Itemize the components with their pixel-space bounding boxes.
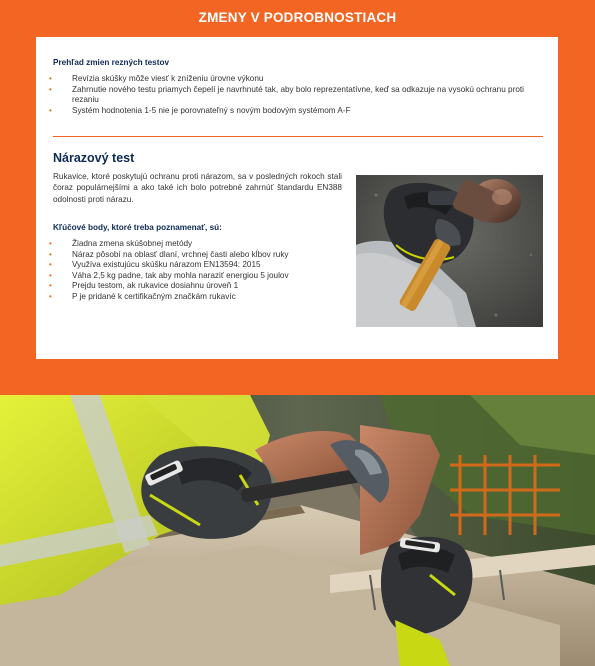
gloved-hand-hammer-photo bbox=[356, 175, 543, 327]
overview-title: Prehľad zmien rezných testov bbox=[53, 58, 169, 67]
list-item: • P je pridané k certifikačným značkám rukavíc bbox=[36, 292, 348, 303]
list-item: • Zahrnutie nového testu priamych čepelí je navrhnuté tak, aby bolo reprezentatívne, keď sa odkazuje na vysokú ochranu proti rezaniu bbox=[36, 85, 548, 106]
list-item: • Revízia skúšky môže viesť k zníženiu úrovne výkonu bbox=[36, 74, 548, 85]
list-item: • Prejdu testom, ak rukavice dosiahnu úroveň 1 bbox=[36, 281, 348, 292]
worker-hammering-wood-photo bbox=[0, 395, 595, 666]
section-divider bbox=[53, 136, 543, 137]
overview-list bbox=[36, 74, 548, 116]
list-item: • Náraz pôsobí na oblasť dlaní, vrchnej časti alebo kĺbov ruky bbox=[36, 250, 348, 261]
list-item: • Využíva existujúcu skúšku nárazom EN13594: 2015 bbox=[36, 260, 348, 271]
content-card bbox=[36, 37, 558, 359]
key-points-list bbox=[36, 239, 348, 303]
key-points-title: Kľúčové body, ktoré treba poznamenať, sú: bbox=[53, 223, 222, 232]
list-item: • Žiadna zmena skúšobnej metódy bbox=[36, 239, 348, 250]
impact-intro: Rukavice, ktoré poskytujú ochranu proti nárazom, sa v posledných rokoch stali čoraz populárnejšími a ako také ich bolo potrebné zahrnúť štandardu EN388 odolnosti proti nárazu. bbox=[53, 172, 342, 204]
page-title: ZMENY V PODROBNOSTIACH bbox=[198, 10, 397, 25]
list-item: • Váha 2,5 kg padne, tak aby mohla naraziť energiou 5 joulov bbox=[36, 271, 348, 282]
impact-title: Nárazový test bbox=[53, 151, 135, 165]
list-item: • Systém hodnotenia 1-5 nie je porovnateľný s novým bodovým systémom A-F bbox=[36, 106, 548, 117]
